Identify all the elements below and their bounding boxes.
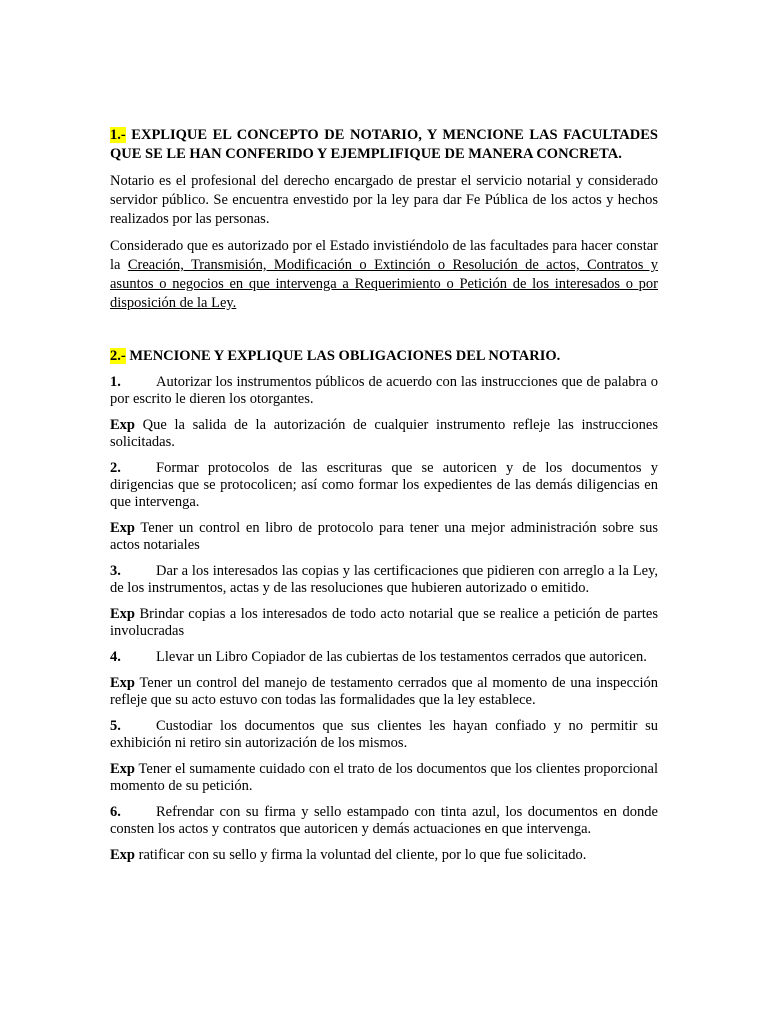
question-2-title [110,347,658,366]
obligation-text: Refrendar con su firma y sello estampado con tinta azul, los documentos en donde consten los actos y contratos que autoricen y demás actuaciones en que intervenga. [110,804,658,837]
obligation-item [110,649,658,666]
obligation-item [110,718,658,752]
obligation-text: Formar protocolos de las escrituras que se autoricen y de los documentos y dirigencias que se protocolicen; así como formar los expedientes de las demás diligencias en que intervenga. [110,460,658,510]
obligation-number: 2. [110,460,121,476]
obligation-item [110,460,658,511]
obligations-list [110,374,658,864]
exp-label: Exp [110,847,135,863]
obligation-number: 5. [110,718,121,734]
obligation-explanation [110,606,658,640]
question-1-paragraph-1: Notario es el profesional del derecho encargado de prestar el servicio notarial y considerado servidor público. Se encuentra envestido por la ley para dar Fe Pública de los actos y hechos realizados por las personas. [110,173,658,227]
question-1-title [110,126,658,164]
obligation-text: Dar a los interesados las copias y las certificaciones que pidieren con arreglo a la Ley, de los instrumentos, actas y de las resoluciones que hubieren autorizado o emitido. [110,563,658,596]
exp-label: Exp [110,520,135,536]
exp-text: Que la salida de la autorización de cualquier instrumento refleje las instrucciones solicitadas. [110,417,658,450]
question-2-text: MENCIONE Y EXPLIQUE LAS OBLIGACIONES DEL NOTARIO. [125,348,561,364]
question-1-text: EXPLIQUE EL CONCEPTO DE NOTARIO, Y MENCIONE LAS FACULTADES QUE SE LE HAN CONFERIDO Y EJEMPLIFIQUE DE MANERA CONCRETA. [110,127,658,162]
obligation-number: 6. [110,804,121,820]
exp-label: Exp [110,761,135,777]
question-2-number: 2.- [110,348,126,364]
obligation-item [110,374,658,408]
obligation-explanation [110,847,658,864]
question-1-paragraph-2-prefix: Considerado que es autorizado por el Estado invistiéndolo de las facultades para hacer constar la [110,238,658,273]
question-1-paragraph-2-underlined: Creación, Transmisión, Modificación o Extinción o Resolución de actos, Contratos y asuntos o negocios en que intervenga a Requerimiento o Petición de los interesados o por disposición de la Ley. [110,257,658,311]
exp-text: ratificar con su sello y firma la voluntad del cliente, por lo que fue solicitado. [135,847,587,863]
obligation-explanation [110,761,658,795]
exp-text: Tener un control del manejo de testamento cerrados que al momento de una inspección refleje que su acto estuvo con todas las formalidades que la ley establece. [110,675,658,708]
exp-text: Brindar copias a los interesados de todo acto notarial que se realice a petición de partes involucradas [110,606,658,639]
section-spacer [110,321,658,347]
obligation-text: Llevar un Libro Copiador de las cubiertas de los testamentos cerrados que autoricen. [156,649,647,665]
exp-label: Exp [110,675,135,691]
exp-label: Exp [110,417,135,433]
obligation-number: 4. [110,649,121,665]
question-1-paragraph-2 [110,237,658,313]
obligation-number: 1. [110,374,121,390]
obligation-explanation [110,520,658,554]
exp-text: Tener un control en libro de protocolo para tener una mejor administración sobre sus actos notariales [110,520,658,553]
question-1-number: 1.- [110,127,126,143]
obligation-text: Custodiar los documentos que sus clientes les hayan confiado y no permitir su exhibición ni retiro sin autorización de los mismos. [110,718,658,751]
obligation-explanation [110,675,658,709]
exp-label: Exp [110,606,135,622]
obligation-text: Autorizar los instrumentos públicos de acuerdo con las instrucciones que de palabra o por escrito le dieren los otorgantes. [110,374,658,407]
obligation-item [110,563,658,597]
obligation-explanation [110,417,658,451]
obligation-number: 3. [110,563,121,579]
exp-text: Tener el sumamente cuidado con el trato de los documentos que los clientes proporcional momento de su petición. [110,761,658,794]
obligation-item [110,804,658,838]
